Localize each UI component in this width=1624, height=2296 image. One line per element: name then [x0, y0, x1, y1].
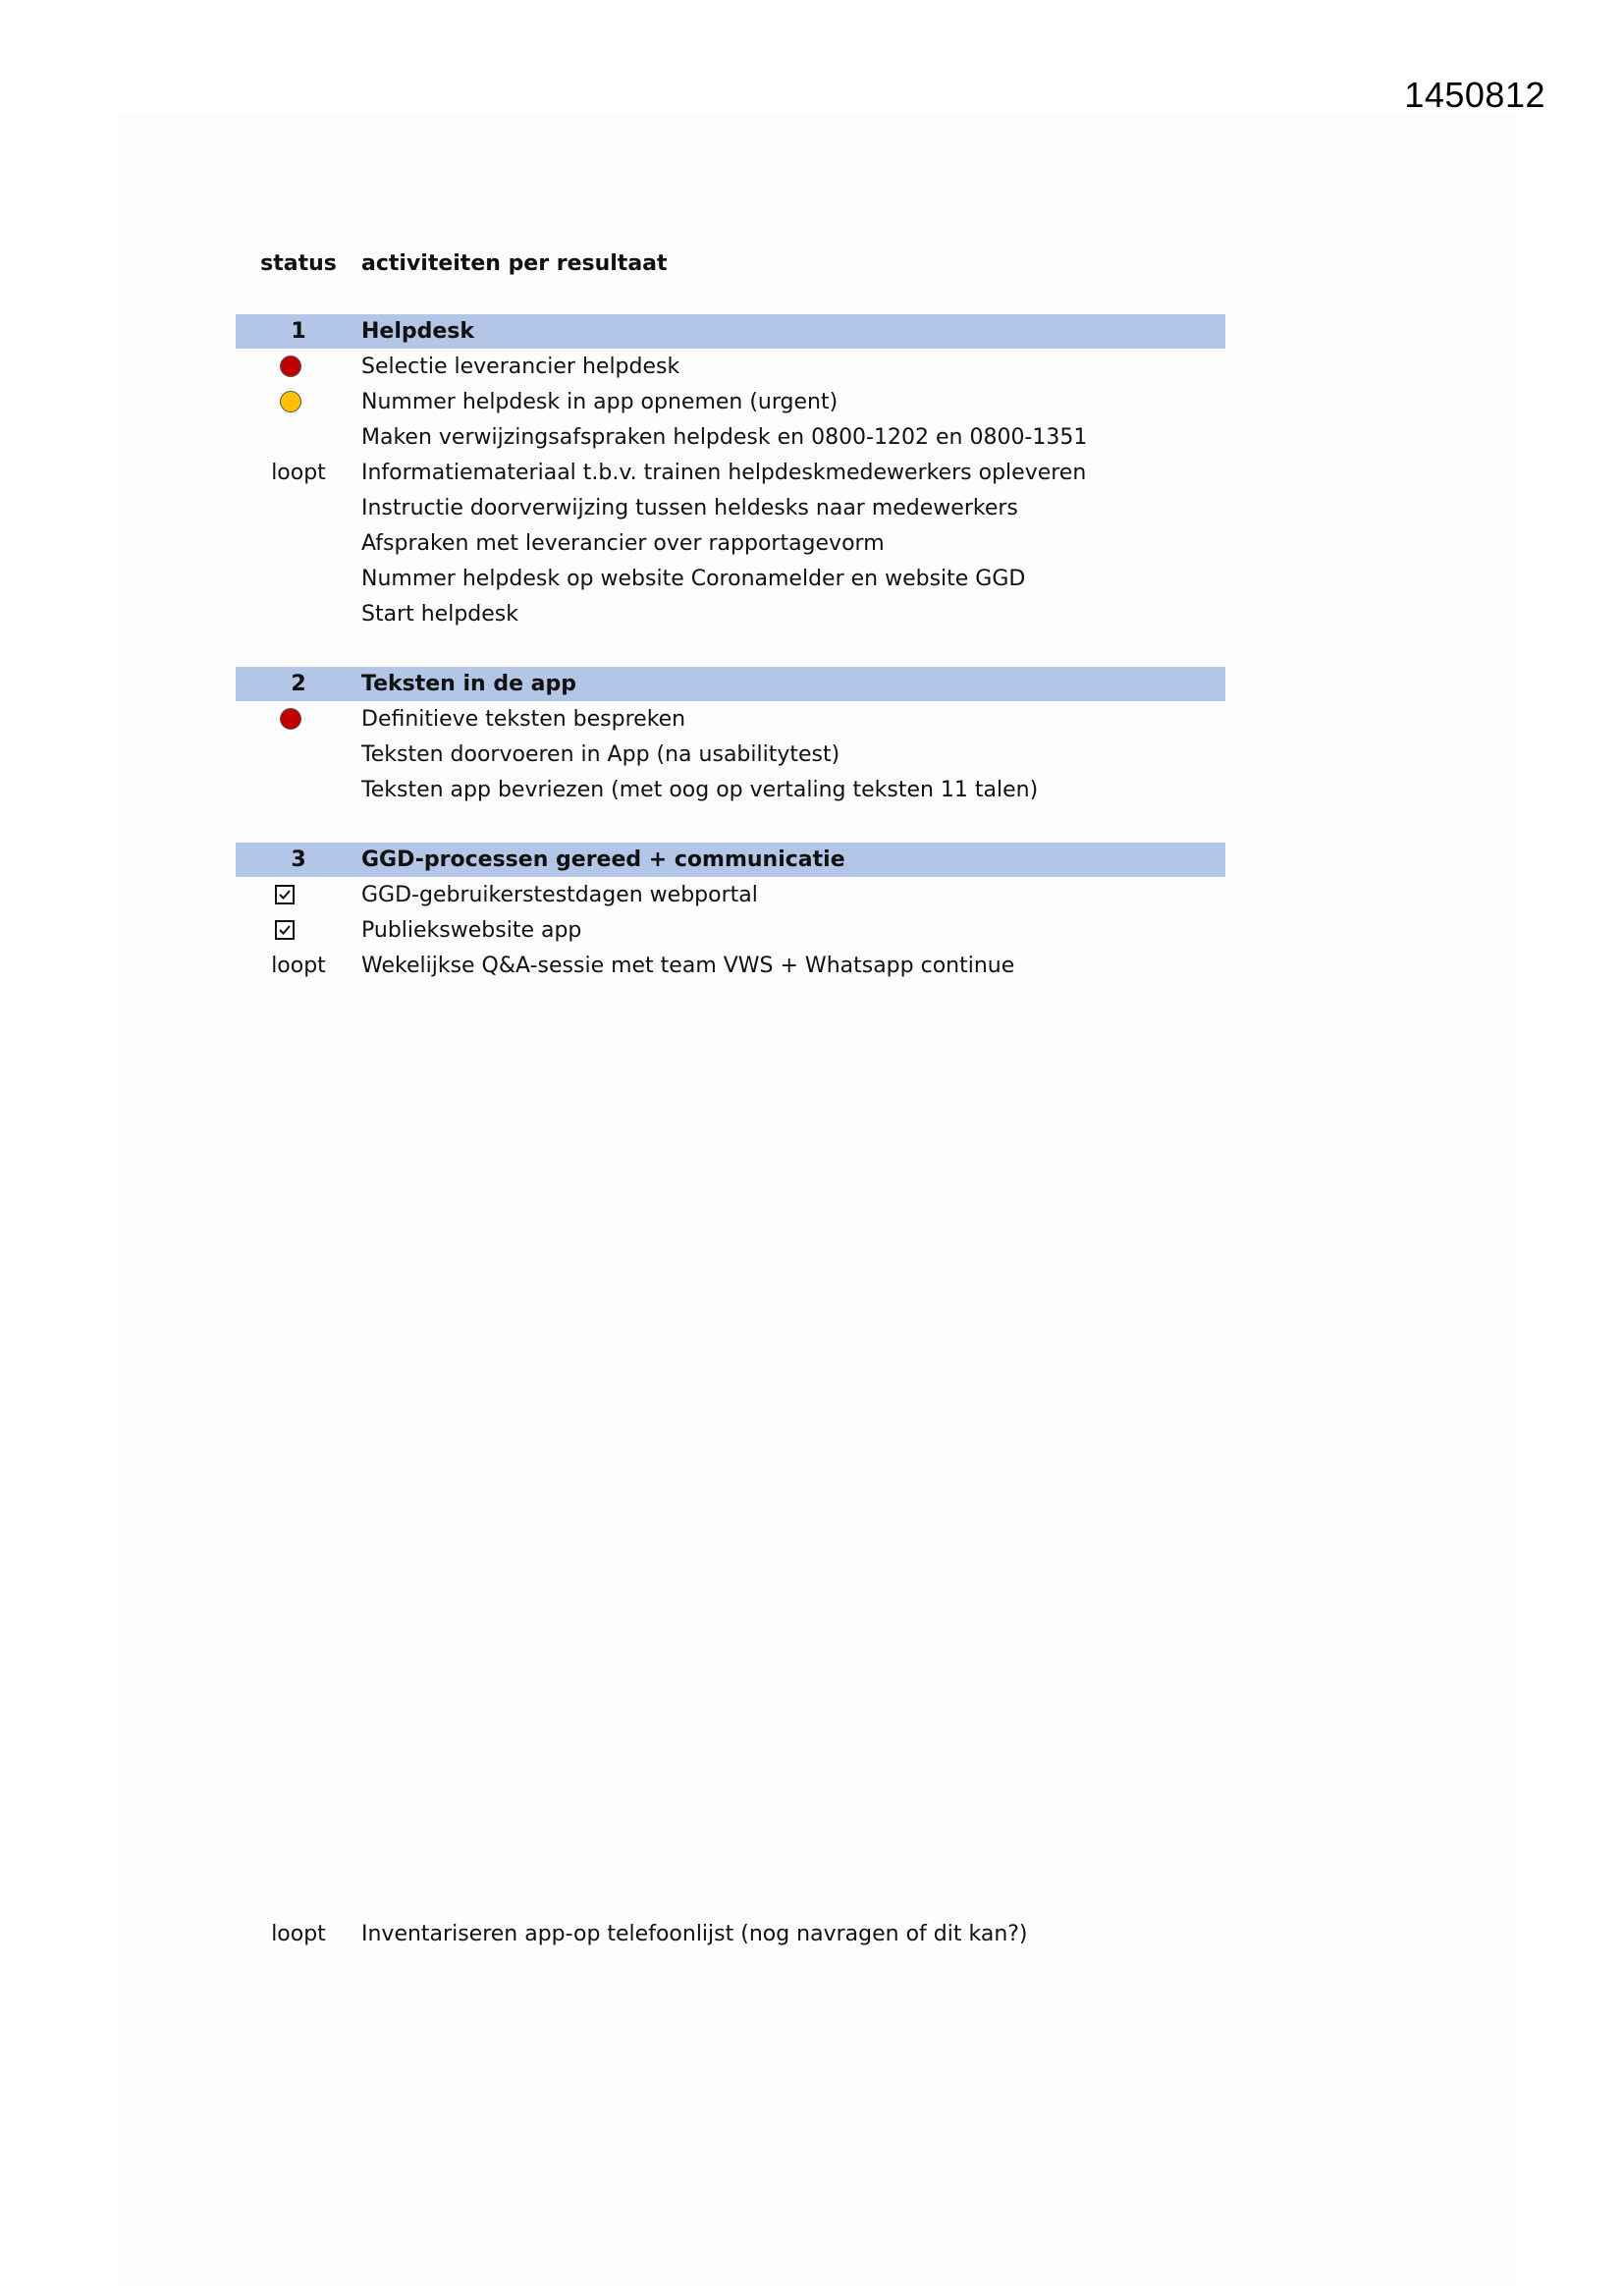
activity-text: Teksten app bevriezen (met oog op vertaling teksten 11 talen) [361, 777, 1039, 802]
section-header-3 [236, 843, 1225, 877]
table-row [236, 877, 1225, 912]
activity-text: Definitieve teksten bespreken [361, 706, 686, 732]
table-row [236, 1916, 1225, 1951]
red-dot-icon [280, 355, 301, 377]
status-cell [236, 384, 361, 419]
table-row [236, 525, 1225, 561]
activity-text: GGD-gebruikerstestdagen webportal [361, 882, 758, 907]
status-cell [236, 561, 361, 596]
status-cell [236, 948, 361, 983]
activity-text: Start helpdesk [361, 601, 518, 627]
checkbox-checked-icon [275, 885, 295, 904]
activity-text: Selectie leverancier helpdesk [361, 354, 680, 379]
status-cell [236, 912, 361, 948]
table-row [236, 948, 1225, 983]
section-header-1 [236, 314, 1225, 349]
status-cell [236, 419, 361, 455]
checkbox-checked-icon [275, 920, 295, 940]
status-cell [236, 737, 361, 772]
status-cell [236, 525, 361, 561]
status-cell [236, 349, 361, 384]
activities-column-header: activiteiten per resultaat [361, 250, 668, 276]
bottom-activity-row [236, 1916, 1225, 1951]
sections-container [236, 314, 1225, 983]
status-label: loopt [271, 1921, 326, 1946]
status-cell [236, 490, 361, 525]
section-number: 2 [291, 672, 306, 696]
red-dot-icon [280, 708, 301, 730]
activity-text: Nummer helpdesk in app opnemen (urgent) [361, 389, 839, 414]
status-column-header: status [260, 250, 337, 276]
table-row [236, 701, 1225, 737]
table-row [236, 419, 1225, 455]
table-row [236, 912, 1225, 948]
status-cell [236, 596, 361, 631]
section-number: 3 [291, 847, 306, 872]
document-number: 1450812 [1404, 75, 1545, 115]
activity-text: Wekelijkse Q&A-sessie met team VWS + Whatsapp continue [361, 953, 1015, 978]
yellow-dot-icon [280, 391, 301, 412]
table-row [236, 455, 1225, 490]
table-row [236, 772, 1225, 807]
activity-table [236, 246, 1225, 983]
section-title: GGD-processen gereed + communicatie [361, 847, 845, 872]
status-cell [236, 701, 361, 737]
status-label: loopt [271, 953, 326, 978]
activity-text: Informatiemateriaal t.b.v. trainen helpdeskmedewerkers opleveren [361, 460, 1087, 485]
section-title: Teksten in de app [361, 672, 577, 696]
table-header [236, 246, 1225, 281]
section-title: Helpdesk [361, 319, 475, 344]
section-number: 1 [291, 319, 306, 344]
section-spacer [236, 807, 1225, 843]
status-cell [236, 877, 361, 912]
activity-text: Afspraken met leverancier over rapportagevorm [361, 530, 885, 556]
table-row [236, 561, 1225, 596]
activity-text: Teksten doorvoeren in App (na usabilitytest) [361, 741, 840, 767]
table-row [236, 596, 1225, 631]
section-header-2 [236, 667, 1225, 701]
status-cell [236, 455, 361, 490]
table-row [236, 349, 1225, 384]
activity-text: Nummer helpdesk op website Coronamelder en website GGD [361, 566, 1026, 591]
section-spacer [236, 631, 1225, 667]
table-row [236, 490, 1225, 525]
status-cell [236, 772, 361, 807]
table-row [236, 737, 1225, 772]
activity-text: Maken verwijzingsafspraken helpdesk en 0800-1202 en 0800-1351 [361, 424, 1088, 450]
activity-text: Inventariseren app-op telefoonlijst (nog navragen of dit kan?) [361, 1921, 1028, 1946]
status-label: loopt [271, 460, 326, 485]
activity-text: Instructie doorverwijzing tussen heldesks naar medewerkers [361, 495, 1018, 520]
table-row [236, 384, 1225, 419]
activity-text: Publiekswebsite app [361, 917, 582, 943]
